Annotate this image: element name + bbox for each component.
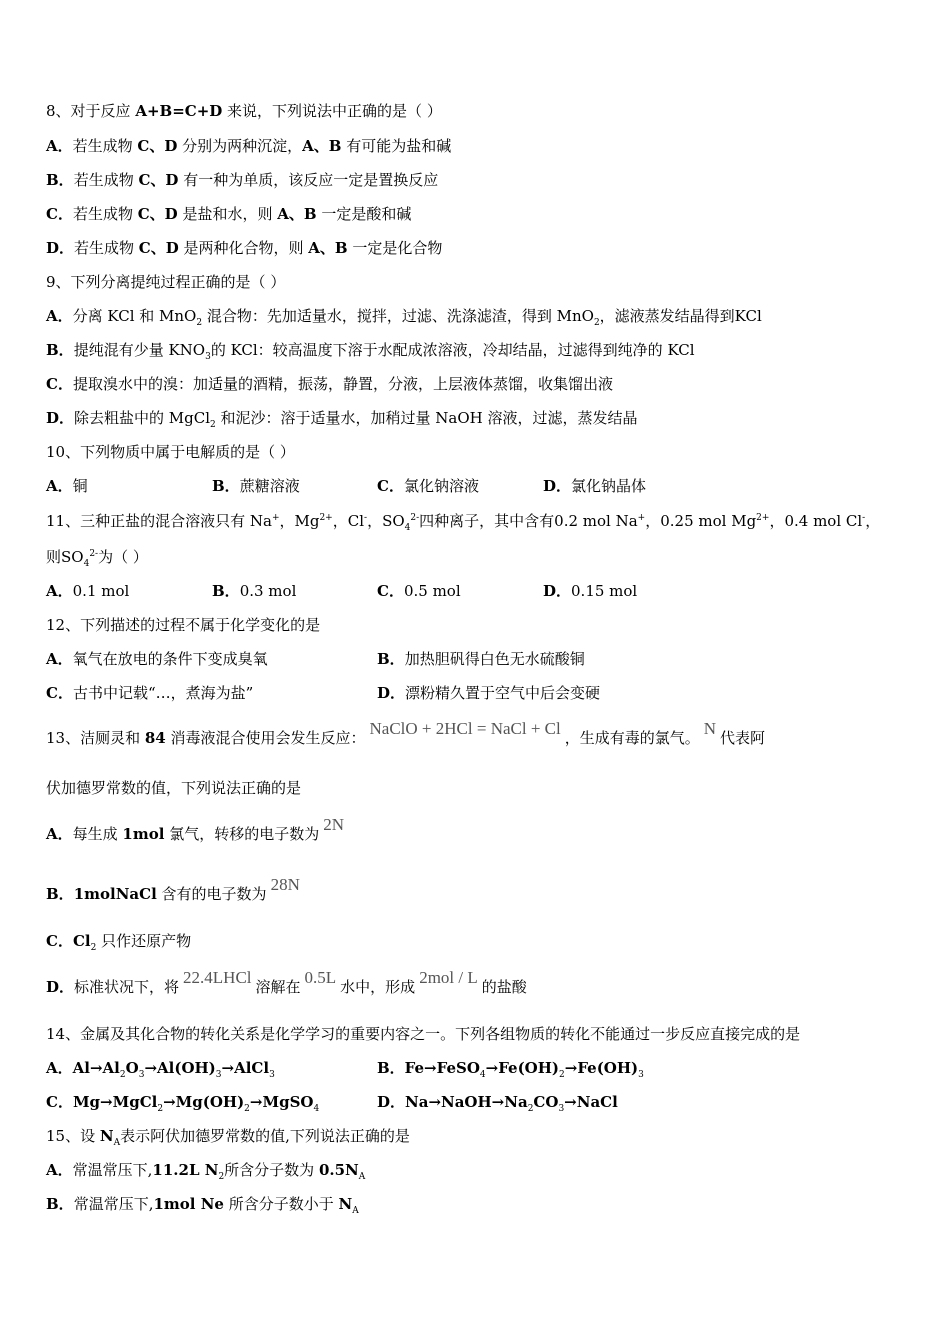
text-segment: 标准状况下，将 <box>74 978 180 996</box>
text-segment: 漂粉精久置于空气中后会变硬 <box>405 684 601 702</box>
text-line <box>46 875 304 904</box>
text-line <box>46 272 285 292</box>
text-segment: 表示阿伏加德罗常数的值,下列说法正确的是 <box>120 1127 410 1145</box>
option-item <box>212 476 300 496</box>
text-segment: 的盐酸 <box>481 978 527 996</box>
text-segment: 氯化钠溶液 <box>403 477 479 495</box>
text-segment: B． <box>212 477 240 495</box>
text-segment: 2 <box>218 1172 225 1182</box>
text-segment: O <box>125 1059 139 1077</box>
text-line <box>46 306 762 326</box>
text-segment: 2 <box>90 943 97 953</box>
text-segment: A、B <box>302 137 342 155</box>
text-segment: 常温常压下, <box>73 1195 154 1213</box>
document-line <box>46 374 906 396</box>
text-segment: ， <box>865 512 881 530</box>
text-line <box>46 1194 359 1214</box>
document-line <box>46 442 906 464</box>
text-line <box>46 778 301 798</box>
option-item <box>377 1058 644 1078</box>
option-item <box>377 649 585 669</box>
text-segment: 3 <box>269 1070 275 1080</box>
text-segment: 的 KCl：较高温度下溶于水配成浓溶液，冷却结晶，过滤得到纯净的 KCl <box>210 341 695 359</box>
option-item <box>377 581 461 601</box>
text-segment: 是盐和水，则 <box>177 205 278 223</box>
text-segment: 1mol Ne <box>153 1195 224 1213</box>
document-line <box>46 1160 906 1182</box>
document-line <box>46 408 906 430</box>
text-segment: 四种离子，其中含有0.2 mol Na <box>419 512 638 530</box>
text-segment: A． <box>46 307 73 325</box>
text-segment: C、D <box>137 137 178 155</box>
document-line <box>46 272 906 294</box>
text-segment: 0.15 mol <box>571 582 638 600</box>
document-line <box>46 649 906 671</box>
document-line <box>46 1024 906 1046</box>
text-segment: 一定是化合物 <box>347 239 443 257</box>
text-segment: 若生成物 <box>72 205 138 223</box>
text-segment: Cl <box>72 932 91 950</box>
document-line <box>46 136 906 158</box>
text-segment: 溶解在 <box>255 978 301 996</box>
text-line <box>46 511 880 531</box>
text-segment: A、B <box>308 239 348 257</box>
text-segment: 2 <box>593 318 600 328</box>
text-line <box>46 238 442 258</box>
text-segment: 1mol <box>122 825 165 843</box>
text-segment: 2+ <box>756 513 770 523</box>
text-line <box>46 615 320 635</box>
text-segment: 2 <box>196 318 203 328</box>
text-line <box>46 719 766 748</box>
text-segment: D． <box>543 582 572 600</box>
text-segment: 4 <box>313 1104 320 1114</box>
text-segment: 蔗糖溶液 <box>239 477 300 495</box>
option-item <box>46 1058 275 1078</box>
text-segment: C、D <box>137 205 178 223</box>
document-line <box>46 1058 906 1080</box>
text-segment: 氧气在放电的条件下变成臭氧 <box>72 650 268 668</box>
text-segment: 每生成 <box>72 825 123 843</box>
text-segment: A． <box>46 825 73 843</box>
document-line <box>46 547 906 569</box>
text-segment: 加热胆矾得白色无水硫酸铜 <box>404 650 585 668</box>
option-item <box>543 581 637 601</box>
formula: 22.4LHCl <box>183 968 252 987</box>
option-item <box>377 476 479 496</box>
text-segment: A <box>358 1172 366 1182</box>
text-segment: 4 <box>404 523 411 533</box>
text-segment: A． <box>46 137 73 155</box>
text-segment: 84 <box>144 729 166 747</box>
text-segment: 氯气，转移的电子数为 <box>164 825 320 843</box>
text-segment: 除去粗盐中的 MgCl <box>74 409 211 427</box>
text-segment: C． <box>46 375 73 393</box>
text-segment: ，Cl <box>332 512 365 530</box>
text-line <box>46 170 438 190</box>
text-line <box>46 968 527 997</box>
text-line <box>46 547 148 567</box>
text-segment: 为（ ） <box>98 548 148 566</box>
document-line <box>46 615 906 637</box>
text-segment: A． <box>46 650 73 668</box>
text-segment: 铜 <box>72 477 88 495</box>
text-line <box>46 1024 800 1044</box>
text-segment: 2- <box>410 513 420 523</box>
text-line <box>46 340 695 360</box>
text-segment: 12、下列描述的过程不属于化学变化的是 <box>46 616 321 634</box>
text-line <box>46 204 411 224</box>
formula: 2mol / L <box>419 968 478 987</box>
formula: 28N <box>270 875 300 894</box>
text-segment: 水中，形成 <box>340 978 416 996</box>
text-segment: 2 <box>244 1104 250 1114</box>
document-line <box>46 476 906 498</box>
text-segment: 11.2L N <box>152 1161 219 1179</box>
text-segment: 所含分子数为 <box>224 1161 319 1179</box>
document-line <box>46 875 906 906</box>
formula: NaClO + 2HCl = NaCl + Cl <box>369 719 561 738</box>
option-item <box>377 683 600 703</box>
document-line <box>46 511 906 533</box>
text-segment: 分别为两种沉淀， <box>177 137 303 155</box>
text-segment: 有一种为单质，该反应一定是置换反应 <box>178 171 439 189</box>
text-segment: A <box>352 1206 359 1216</box>
text-segment: B． <box>46 1195 74 1213</box>
text-segment: 常温常压下, <box>72 1161 153 1179</box>
text-segment: 2 <box>119 1070 126 1080</box>
text-segment: ，SO <box>367 512 405 530</box>
text-segment: B． <box>46 341 74 359</box>
document-line <box>46 1126 906 1148</box>
formula: N <box>703 719 717 738</box>
option-item <box>46 581 129 601</box>
text-segment: 3 <box>215 1070 222 1080</box>
text-segment: ，0.4 mol Cl <box>769 512 863 530</box>
text-segment: 古书中记载“…，煮海为盐” <box>72 684 254 702</box>
text-segment: 只作还原产物 <box>96 932 192 950</box>
text-segment: B． <box>46 885 74 903</box>
text-segment: →MgSO <box>249 1093 314 1111</box>
document-line <box>46 968 906 999</box>
formula: 2N <box>323 815 344 834</box>
text-segment: 9、下列分离提纯过程正确的是（ ） <box>46 273 286 291</box>
text-segment: 10、下列物质中属于电解质的是（ ） <box>46 443 295 461</box>
text-segment: 提取溴水中的溴：加适量的酒精，振荡，静置，分液，上层液体蒸馏，收集馏出液 <box>72 375 613 393</box>
text-segment: 2 <box>210 420 216 430</box>
text-segment: 是两种化合物，则 <box>178 239 309 257</box>
text-segment: + <box>271 513 280 523</box>
text-line <box>46 931 191 951</box>
text-segment: 8、对于反应 <box>46 102 136 120</box>
text-segment: C． <box>377 582 404 600</box>
text-segment: B．Fe→FeSO <box>377 1059 480 1077</box>
text-segment: 3 <box>558 1104 565 1114</box>
document-line <box>46 101 906 123</box>
document-line <box>46 815 906 846</box>
formula: 0.5L <box>304 968 337 987</box>
text-segment: →NaCl <box>564 1093 618 1111</box>
text-segment: 3 <box>138 1070 145 1080</box>
text-segment: →AlCl <box>221 1059 270 1077</box>
text-segment: A、B <box>277 205 317 223</box>
text-segment: 3 <box>205 352 211 362</box>
text-segment: A． <box>46 1161 73 1179</box>
text-line <box>46 1126 410 1146</box>
document-line <box>46 204 906 226</box>
text-segment: 和泥沙：溶于适量水，加稍过量 NaOH 溶液，过滤，蒸发结晶 <box>215 409 638 427</box>
option-item <box>46 476 88 496</box>
text-line <box>46 101 442 121</box>
text-segment: ，生成有毒的氯气。 <box>564 729 700 747</box>
option-item <box>46 649 268 669</box>
document-line <box>46 719 906 750</box>
document-line <box>46 1092 906 1114</box>
text-segment: D． <box>543 477 572 495</box>
text-segment: B． <box>46 171 74 189</box>
text-segment: 所含分子数小于 <box>223 1195 339 1213</box>
text-segment: 伏加德罗常数的值，下列说法正确的是 <box>46 779 302 797</box>
text-segment: 15、设 <box>46 1127 100 1145</box>
option-item <box>543 476 646 496</box>
text-segment: 2 <box>559 1070 565 1080</box>
document-line <box>46 778 906 800</box>
text-segment: 代表阿 <box>720 729 766 747</box>
text-segment: 0.1 mol <box>72 582 130 600</box>
text-segment: B． <box>377 650 405 668</box>
document-line <box>46 340 906 362</box>
text-segment: A． <box>46 477 73 495</box>
text-segment: D． <box>377 684 406 702</box>
text-segment: 消毒液混合使用会发生反应： <box>165 729 366 747</box>
text-segment: →Fe(OH) <box>564 1059 639 1077</box>
text-segment: 14、金属及其化合物的转化关系是化学学习的重要内容之一。下列各组物质的转化不能通过一步反应直接完成的是 <box>46 1025 801 1043</box>
text-segment: 有可能为盐和碱 <box>341 137 452 155</box>
document-line <box>46 306 906 328</box>
text-segment: 来说，下列说法中正确的是（ ） <box>222 102 442 120</box>
text-segment: A <box>113 1138 121 1148</box>
text-segment: 13、洁厕灵和 <box>46 729 145 747</box>
text-segment: →Mg(OH) <box>163 1093 245 1111</box>
text-segment: ，Mg <box>279 512 320 530</box>
text-segment: C．Mg→MgCl <box>46 1093 158 1111</box>
text-segment: D． <box>46 978 75 996</box>
text-line <box>46 1160 365 1180</box>
text-segment: 0.3 mol <box>239 582 297 600</box>
text-segment: C． <box>46 684 73 702</box>
text-segment: C． <box>46 932 73 950</box>
text-segment: - <box>364 513 368 523</box>
text-segment: 氯化钠晶体 <box>571 477 647 495</box>
text-segment: ，滤液蒸发结晶得到KCl <box>599 307 762 325</box>
text-segment: + <box>637 513 646 523</box>
text-segment: 1molNaCl <box>73 885 157 903</box>
document-line <box>46 170 906 192</box>
text-segment: 一定是酸和碱 <box>316 205 412 223</box>
document-line <box>46 683 906 705</box>
text-segment: 2- <box>89 549 99 559</box>
text-segment: 则SO <box>46 548 84 566</box>
text-line <box>46 408 638 428</box>
text-line <box>46 374 613 394</box>
text-segment: 2 <box>527 1104 534 1114</box>
text-segment: 混合物：先加适量水，搅拌，过滤、洗涤滤渣，得到 MnO <box>202 307 594 325</box>
text-segment: 2 <box>157 1104 164 1114</box>
text-segment: C． <box>377 477 404 495</box>
text-segment: 若生成物 <box>74 239 139 257</box>
text-segment: 11、三种正盐的混合溶液只有 Na <box>46 512 272 530</box>
document-line <box>46 238 906 260</box>
option-item <box>46 683 253 703</box>
text-line <box>46 136 451 156</box>
option-item <box>212 581 296 601</box>
text-segment: 0.5N <box>318 1161 359 1179</box>
text-segment: C、D <box>138 239 179 257</box>
text-segment: 提纯混有少量 KNO <box>73 341 206 359</box>
text-segment: 2+ <box>319 513 333 523</box>
text-segment: 4 <box>479 1070 486 1080</box>
text-segment: CO <box>533 1093 559 1111</box>
option-item <box>46 1092 319 1112</box>
text-segment: 3 <box>638 1070 644 1080</box>
text-segment: 若生成物 <box>72 137 138 155</box>
text-segment: 分离 KCl 和 MnO <box>72 307 197 325</box>
document-line <box>46 581 906 603</box>
text-segment: N <box>99 1127 114 1145</box>
document-line <box>46 1194 906 1216</box>
text-segment: C． <box>46 205 73 223</box>
text-segment: D．Na→NaOH→Na <box>377 1093 528 1111</box>
text-segment: A． <box>46 582 73 600</box>
text-segment: B． <box>212 582 240 600</box>
text-line <box>46 815 348 844</box>
text-segment: D． <box>46 409 75 427</box>
text-segment: 0.5 mol <box>403 582 461 600</box>
text-segment: 含有的电子数为 <box>156 885 267 903</box>
text-segment: - <box>862 513 866 523</box>
text-segment: ，0.25 mol Mg <box>645 512 757 530</box>
text-segment: C、D <box>138 171 179 189</box>
text-segment: A+B=C+D <box>135 102 223 120</box>
text-segment: D． <box>46 239 75 257</box>
option-item <box>377 1092 618 1112</box>
text-segment: N <box>338 1195 353 1213</box>
text-segment: 若生成物 <box>73 171 139 189</box>
text-line <box>46 442 295 462</box>
document-line <box>46 931 906 953</box>
text-segment: →Al(OH) <box>144 1059 216 1077</box>
text-segment: 4 <box>83 559 90 569</box>
text-segment: →Fe(OH) <box>485 1059 560 1077</box>
text-segment: A．Al→Al <box>46 1059 120 1077</box>
